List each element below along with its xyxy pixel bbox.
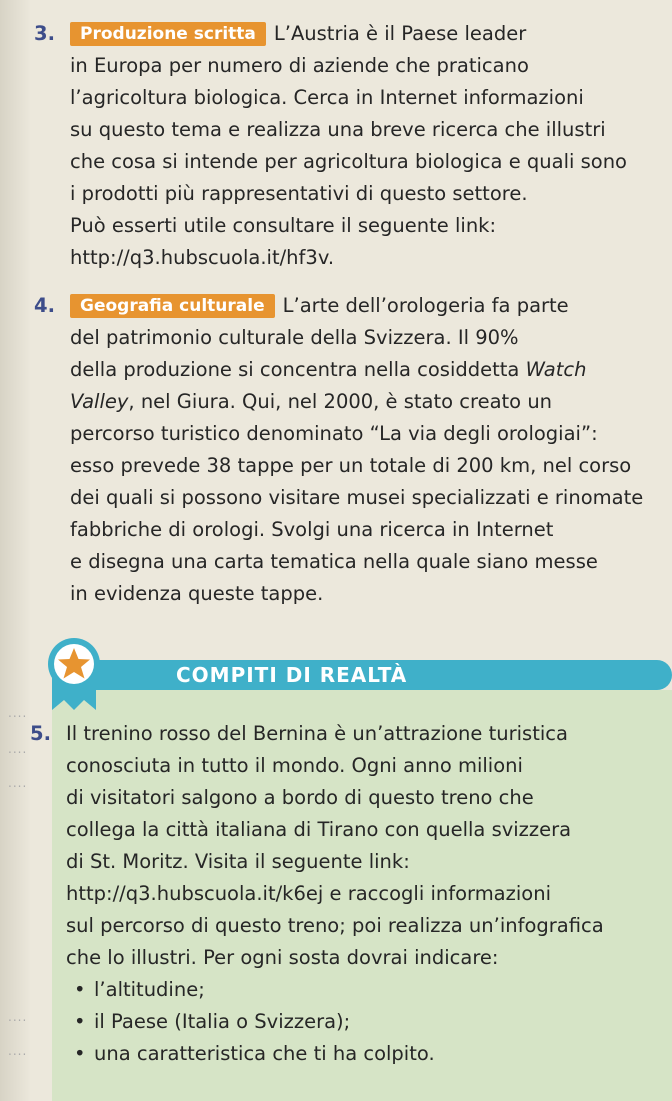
exercise-text-line: che cosa si intende per agricoltura biologica e quali sono [70,150,627,173]
bullet-list [30,974,630,1070]
exercise-text-line: in evidenza queste tappe. [70,582,324,605]
category-tag: Geografia culturale [70,294,275,318]
bullet-item: • una caratteristica che ti ha colpito. [30,1038,630,1070]
exercise-3 [34,18,654,274]
section-header-band [52,660,672,690]
exercise-text-line: di visitatori salgono a bordo di questo treno che [66,786,534,809]
exercise-text-line: in Europa per numero di aziende che praticano [70,54,529,77]
margin-dots: .... [8,742,28,756]
italic-term: Valley [70,390,129,413]
exercise-text-line: di St. Moritz. Visita il seguente link: [66,850,410,873]
exercise-text-line: sul percorso di questo treno; poi realizza un’infografica [66,914,604,937]
exercise-4 [34,290,654,610]
exercise-text-line: conosciuta in tutto il mondo. Ogni anno milioni [66,754,523,777]
exercise-text-line [34,354,654,386]
exercise-text-line: del patrimonio culturale della Svizzera. Il 90% [70,326,519,349]
bullet-item: • l’altitudine; [30,974,630,1006]
link-text: http://q3.hubscuola.it/hf3v. [70,246,335,269]
exercise-text-line: Il trenino rosso del Bernina è un’attrazione turistica [66,722,568,745]
exercise-text-line: Può esserti utile consultare il seguente link: [70,214,497,237]
exercise-text-line: dei quali si possono visitare musei specializzati e rinomate [70,486,644,509]
exercise-text-line: fabbriche di orologi. Svolgi una ricerca in Internet [70,518,554,541]
margin-dots: .... [8,1044,28,1058]
margin-dots: .... [8,1010,28,1024]
exercise-number: 4. [34,294,55,317]
star-badge-icon [46,636,102,712]
bullet-item: • il Paese (Italia o Svizzera); [30,1006,630,1038]
exercise-text-line: collega la città italiana di Tirano con quella svizzera [66,818,572,841]
text-span: , nel Giura. Qui, nel 2000, è stato creato un [128,390,553,413]
exercise-5 [30,718,630,1070]
exercise-number: 5. [30,722,51,745]
exercise-text-line [34,386,654,418]
exercise-text-line: e disegna una carta tematica nella quale siano messe [70,550,598,573]
exercise-text-line: L’Austria è il Paese leader [273,22,527,45]
margin-dots: .... [8,706,28,720]
exercise-text-line: l’agricoltura biologica. Cerca in Internet informazioni [70,86,584,109]
margin-dots: .... [8,776,28,790]
category-tag: Produzione scritta [70,22,266,46]
exercise-text-line: percorso turistico denominato “La via degli orologiai”: [70,422,598,445]
text-span: della produzione si concentra nella cosiddetta [70,358,526,381]
exercise-text-line: che lo illustri. Per ogni sosta dovrai indicare: [66,946,499,969]
section-heading: COMPITI DI REALTÀ [176,663,408,687]
compiti-di-realta-section [0,660,672,1101]
exercise-number: 3. [34,22,55,45]
italic-term: Watch [525,358,587,381]
exercise-text-line: L’arte dell’orologeria fa parte [282,294,569,317]
exercise-text-line: su questo tema e realizza una breve ricerca che illustri [70,118,606,141]
exercise-text-line: i prodotti più rappresentativi di questo settore. [70,182,528,205]
link-text: http://q3.hubscuola.it/k6ej e raccogli informazioni [66,882,551,905]
exercise-text-line: esso prevede 38 tappe per un totale di 200 km, nel corso [70,454,632,477]
